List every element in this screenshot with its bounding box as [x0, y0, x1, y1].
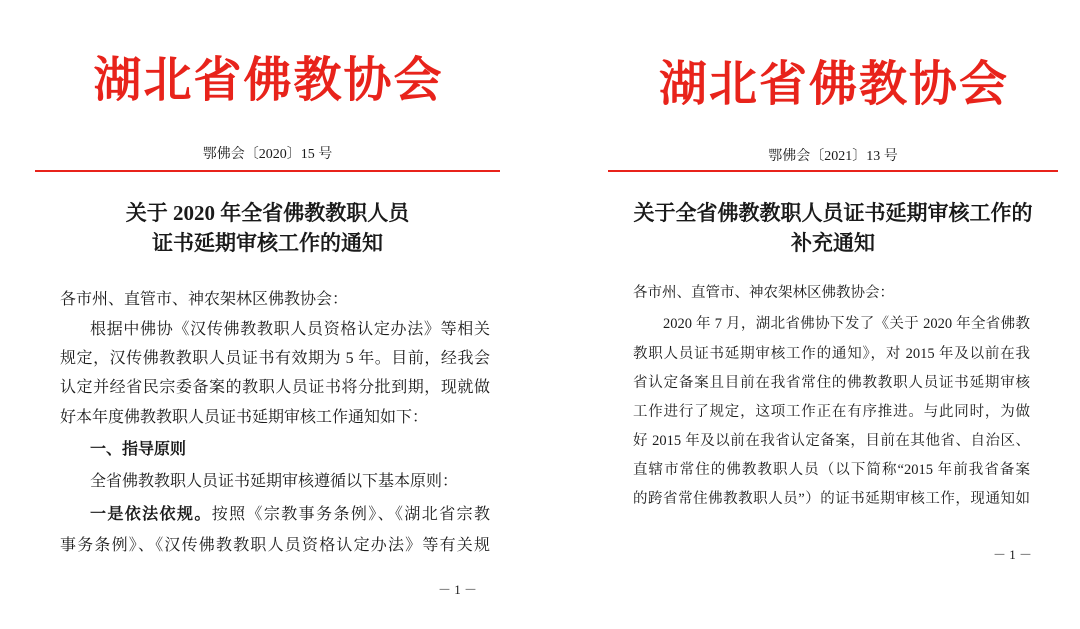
document-page-2021: [608, 0, 1058, 629]
document-page-2020: [35, 0, 500, 629]
org-letterhead: 湖北省佛教协会: [93, 54, 444, 107]
document-title-line: 补充通知: [791, 231, 875, 255]
body-line: 事务条例》、《汉传佛教教职人员资格认定办法》等有关规: [60, 537, 490, 554]
document-title-line: 证书延期审核工作的通知: [152, 231, 383, 255]
body-line: 2020 年 7 月，湖北省佛协下发了《关于 2020 年全省佛教: [663, 316, 1030, 332]
body-line: 工作进行了规定，这项工作正在有序推进。与此同时，为做: [633, 404, 1030, 420]
body-line: [90, 505, 490, 525]
page-number: － 1 －: [438, 582, 478, 597]
org-letterhead: 湖北省佛教协会: [658, 58, 1009, 111]
salutation: 各市州、直管市、神农架林区佛教协会：: [633, 285, 894, 301]
section-heading: 一、指导原则: [90, 441, 187, 458]
document-title-line: 关于 2020 年全省佛教教职人员: [125, 201, 410, 225]
document-title-line: 关于全省佛教教职人员证书延期审核工作的: [633, 201, 1033, 225]
body-line: 全省佛教教职人员证书延期审核遵循以下基本原则：: [90, 473, 459, 490]
body-line: 根据中佛协《汉传佛教教职人员资格认定办法》等相关: [90, 321, 490, 338]
body-line: 教职人员证书延期审核工作的通知》，对 2015 年及以前在我: [633, 346, 1030, 362]
red-divider: [35, 170, 500, 172]
principle-label: 一是依法依规。: [90, 506, 212, 523]
salutation: 各市州、直管市、神农架林区佛教协会：: [60, 291, 349, 308]
body-line: 省认定备案且目前在我省常住的佛教教职人员证书延期审核: [633, 375, 1030, 391]
body-line: 认定并经省民宗委备案的教职人员证书将分批到期，现就做: [60, 379, 490, 396]
red-divider: [608, 170, 1058, 172]
body-line-text: 按照《宗教事务条例》、《湖北省宗教: [211, 506, 490, 523]
body-line: 直辖市常住的佛教教职人员（以下简称“2015 年前我省备案: [633, 462, 1030, 478]
body-line: 好 2015 年及以前在我省认定备案，目前在其他省、自治区、: [633, 433, 1030, 449]
document-number: 鄂佛会〔2021〕13 号: [768, 149, 898, 164]
body-line: 规定，汉传佛教教职人员证书有效期为 5 年。目前，经我会: [60, 350, 490, 367]
body-line: 的跨省常住佛教教职人员”）的证书延期审核工作，现通知如: [633, 491, 1030, 507]
body-line: 好本年度佛教教职人员证书延期审核工作通知如下：: [60, 409, 429, 426]
document-number: 鄂佛会〔2020〕15 号: [202, 147, 333, 162]
page-number: － 1 －: [993, 547, 1033, 562]
